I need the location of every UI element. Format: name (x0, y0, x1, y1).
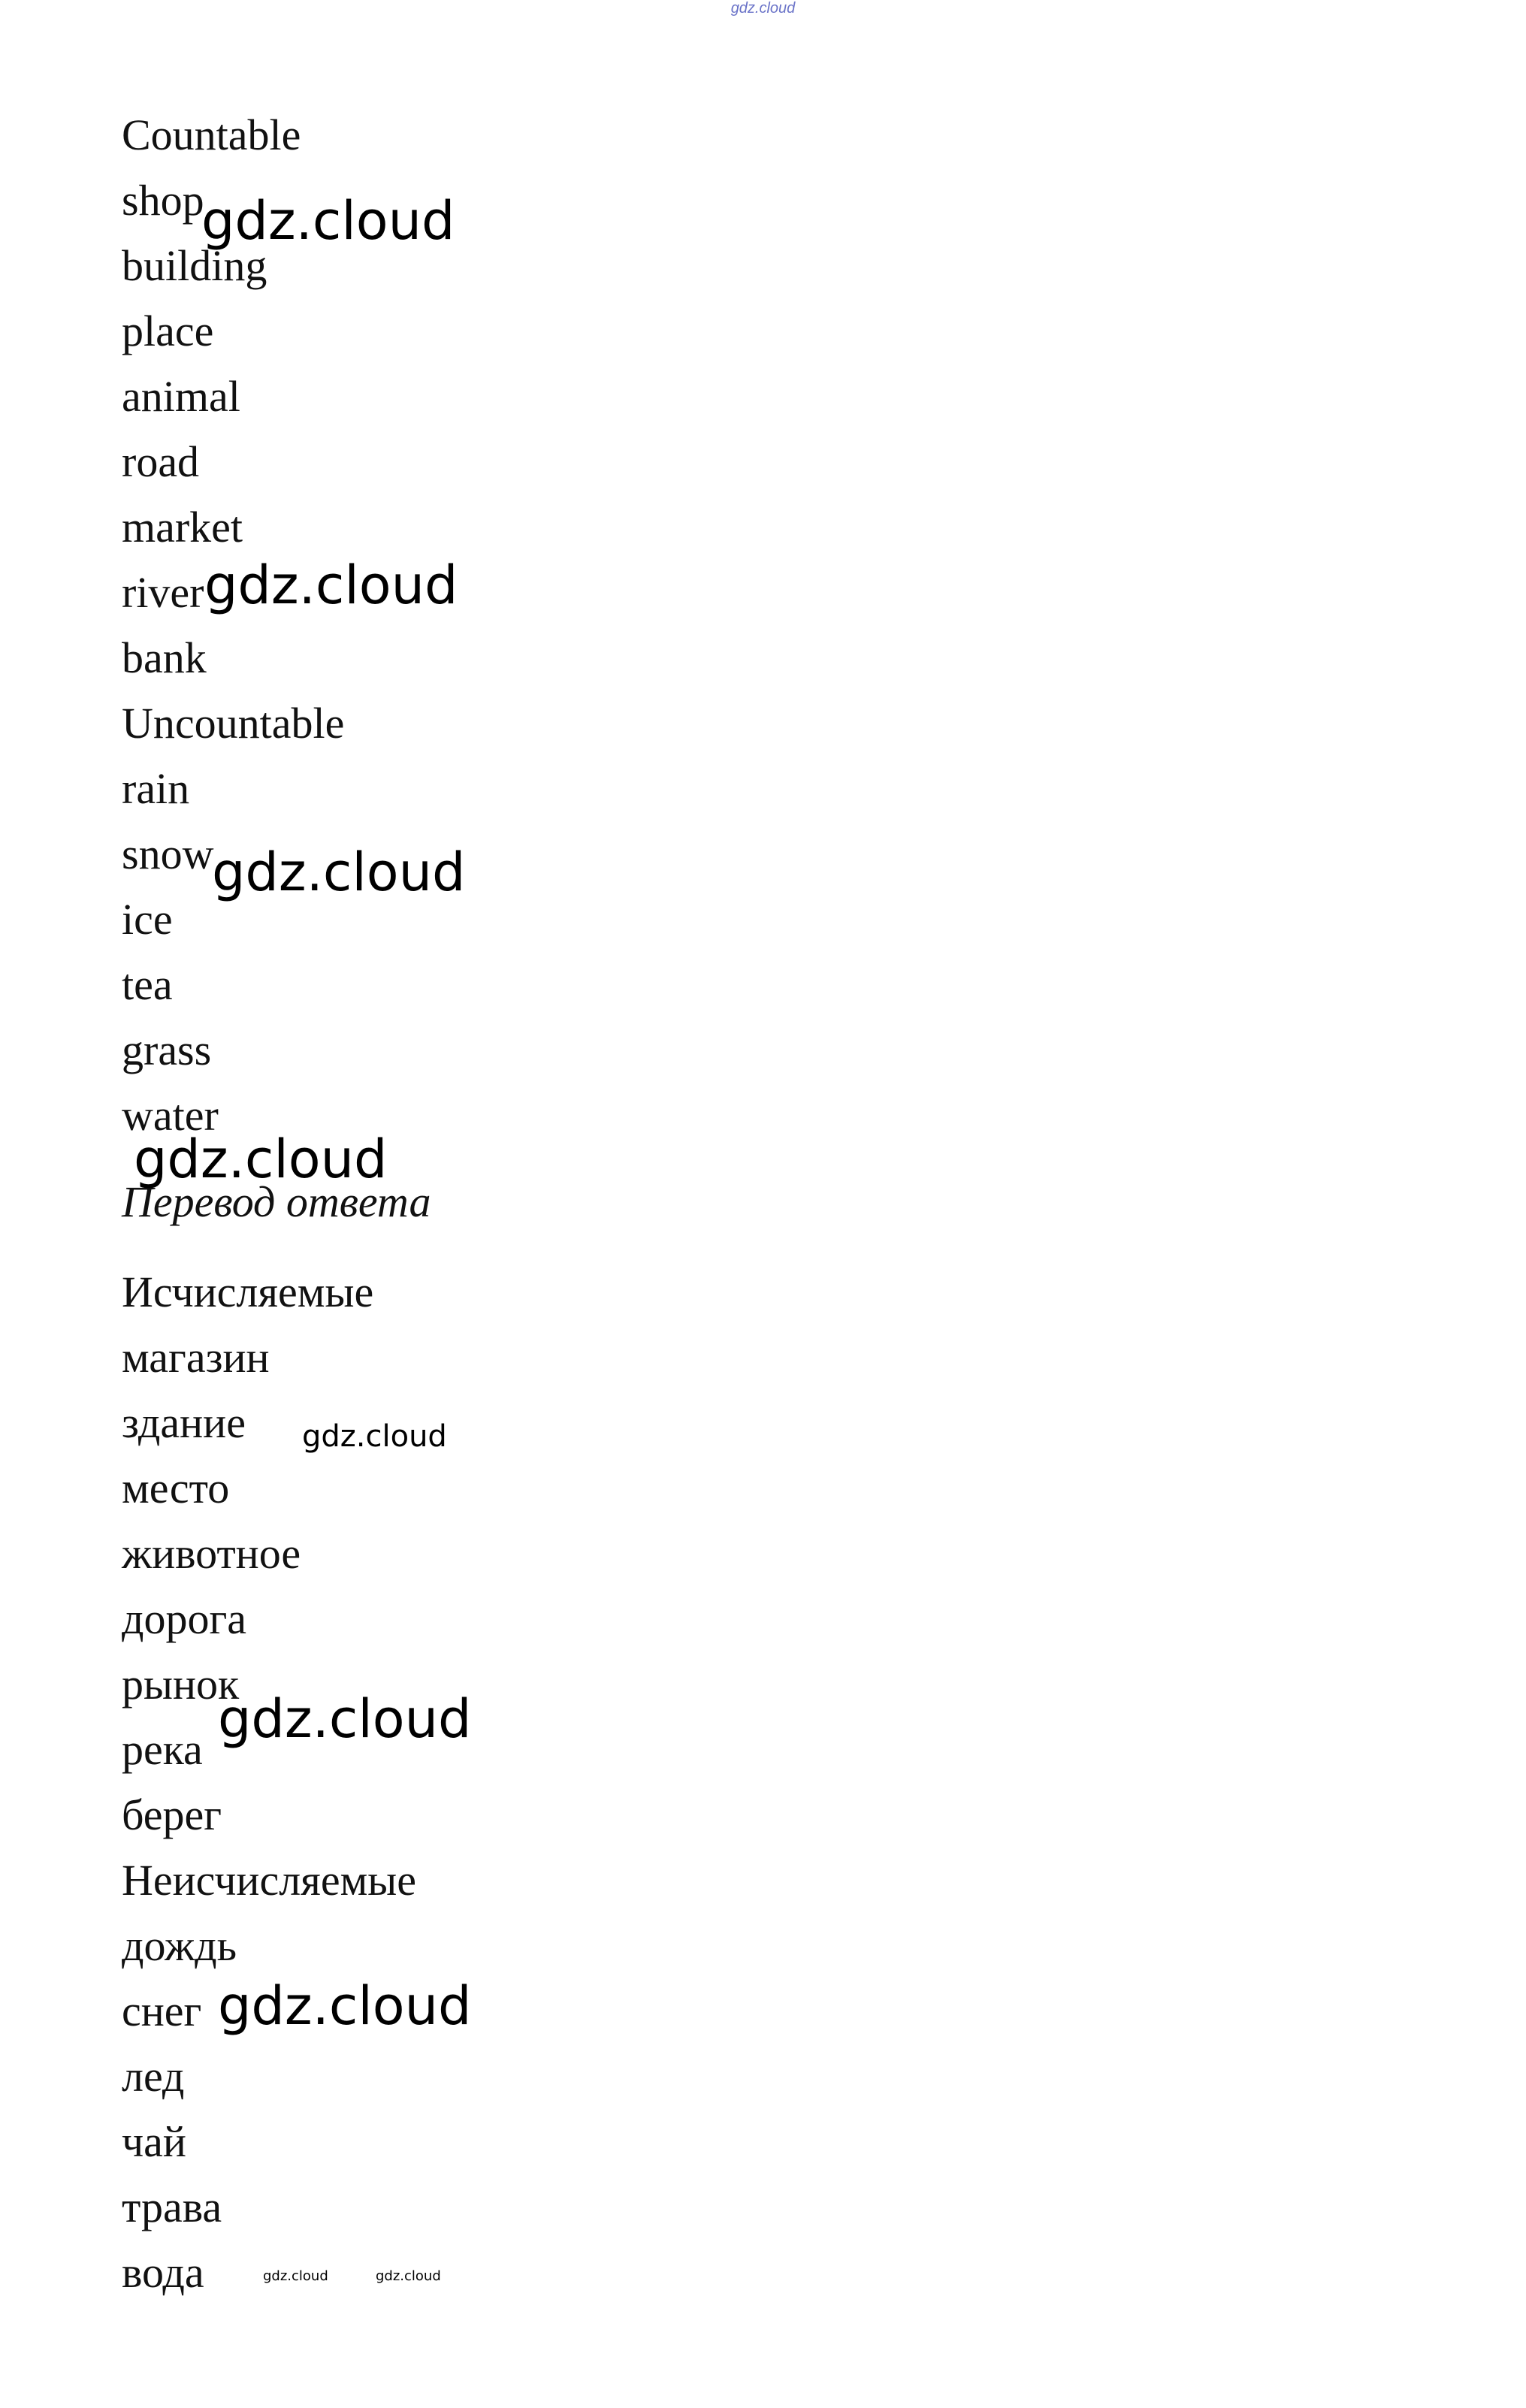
list-item: animal (122, 372, 240, 421)
list-item: место (122, 1464, 230, 1512)
watermark: gdz.cloud (134, 1128, 388, 1190)
list-item: рынок (122, 1660, 240, 1709)
countable-heading: Countable (122, 110, 301, 159)
list-item: чай (122, 2117, 186, 2166)
list-item: road (122, 437, 200, 486)
watermark: gdz.cloud (201, 190, 455, 252)
watermark: gdz.cloud (212, 841, 466, 903)
list-item: здание (122, 1398, 246, 1447)
list-item: rain (122, 764, 190, 813)
uncountable-heading-ru: Неисчисляемые (122, 1856, 416, 1905)
watermark: gdz.cloud (302, 1419, 447, 1454)
list-item: place (122, 307, 214, 355)
list-item: tea (122, 960, 173, 1009)
list-item: shop (122, 176, 204, 225)
watermark: gdz.cloud (263, 2268, 328, 2284)
watermark: gdz.cloud (204, 554, 458, 616)
watermark: gdz.cloud (376, 2268, 441, 2284)
list-item: вода (122, 2248, 204, 2297)
list-item: животное (122, 1529, 301, 1578)
list-item: bank (122, 633, 207, 682)
list-item: market (122, 503, 243, 551)
list-item: ice (122, 895, 173, 944)
list-item: дождь (122, 1921, 237, 1970)
translation-heading: Перевод ответа (122, 1177, 431, 1226)
list-item: grass (122, 1026, 212, 1074)
list-item: дорога (122, 1594, 247, 1643)
watermark: gdz.cloud (218, 1688, 472, 1750)
list-item: берег (122, 1790, 222, 1839)
header-watermark: gdz.cloud (730, 0, 796, 17)
countable-heading-ru: Исчисляемые (122, 1267, 374, 1316)
list-item: лед (122, 2052, 185, 2101)
list-item: building (122, 241, 267, 290)
watermark: gdz.cloud (218, 1975, 472, 2037)
list-item: река (122, 1725, 203, 1774)
list-item: магазин (122, 1333, 270, 1382)
list-item: snow (122, 829, 214, 878)
uncountable-heading: Uncountable (122, 699, 345, 748)
list-item: water (122, 1091, 219, 1140)
list-item: river (122, 568, 204, 617)
list-item: трава (122, 2183, 222, 2231)
list-item: снег (122, 1987, 202, 2035)
